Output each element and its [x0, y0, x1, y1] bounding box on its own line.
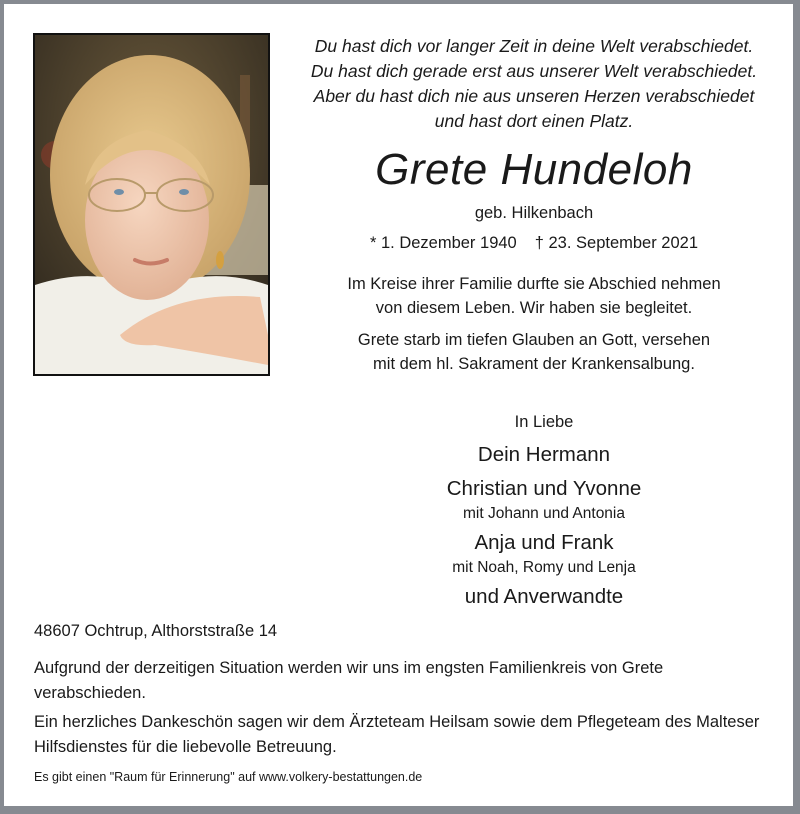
statement-line: von diesem Leben. Wir haben sie begleitet. — [375, 299, 693, 317]
faith-statement — [294, 328, 774, 376]
poem — [294, 34, 774, 134]
maiden-name: geb. Hilkenbach — [474, 204, 594, 222]
mourner-name: und Anverwandte — [464, 585, 624, 608]
mourner-name: Anja und Frank — [474, 531, 614, 554]
statement-line: Im Kreise ihrer Familie durfte sie Abschied nehmen — [347, 275, 721, 293]
mourner-name: Christian und Yvonne — [446, 477, 642, 500]
mourner-children: mit Johann und Antonia — [462, 505, 625, 522]
death-date: † 23. September 2021 — [534, 234, 699, 252]
memorial-link-note: Es gibt einen "Raum für Erinnerung" auf www.volkery-bestattungen.de — [34, 770, 423, 784]
mourner-children: mit Noah, Romy und Lenja — [452, 559, 636, 576]
portrait-image — [35, 35, 268, 374]
funeral-notice — [34, 656, 774, 760]
poem-line: Aber du hast dich nie aus unseren Herzen verabschiedet — [313, 86, 755, 106]
poem-line: Du hast dich vor langer Zeit in deine Welt verabschiedet. — [314, 36, 754, 56]
statement-line: Grete starb im tiefen Glauben an Gott, versehen — [357, 331, 711, 349]
farewell-statement — [294, 272, 774, 320]
deceased-name: Grete Hundeloh — [375, 145, 693, 194]
notice-paragraph: Aufgrund der derzeitigen Situation werden wir uns im engsten Familienkreis von Grete verabschieden. — [34, 659, 664, 702]
mourner-name: Dein Hermann — [477, 443, 611, 466]
poem-line: und hast dort einen Platz. — [434, 111, 634, 131]
family-address: 48607 Ochtrup, Althorststraße 14 — [34, 622, 278, 640]
poem-line: Du hast dich gerade erst aus unserer Welt verabschiedet. — [310, 61, 758, 81]
statement-line: mit dem hl. Sakrament der Krankensalbung. — [373, 355, 695, 373]
thanks-paragraph: Ein herzliches Dankeschön sagen wir dem Ärzteteam Heilsam sowie dem Pflegeteam des Malteser Hilfsdienstes für die liebevolle Betreuung. — [34, 713, 760, 756]
birth-date: * 1. Dezember 1940 — [369, 234, 517, 252]
portrait-photo — [33, 33, 270, 376]
in-love-intro: In Liebe — [514, 413, 574, 431]
obituary-card — [4, 4, 793, 806]
mourners-list — [384, 410, 704, 612]
life-dates — [294, 232, 774, 254]
